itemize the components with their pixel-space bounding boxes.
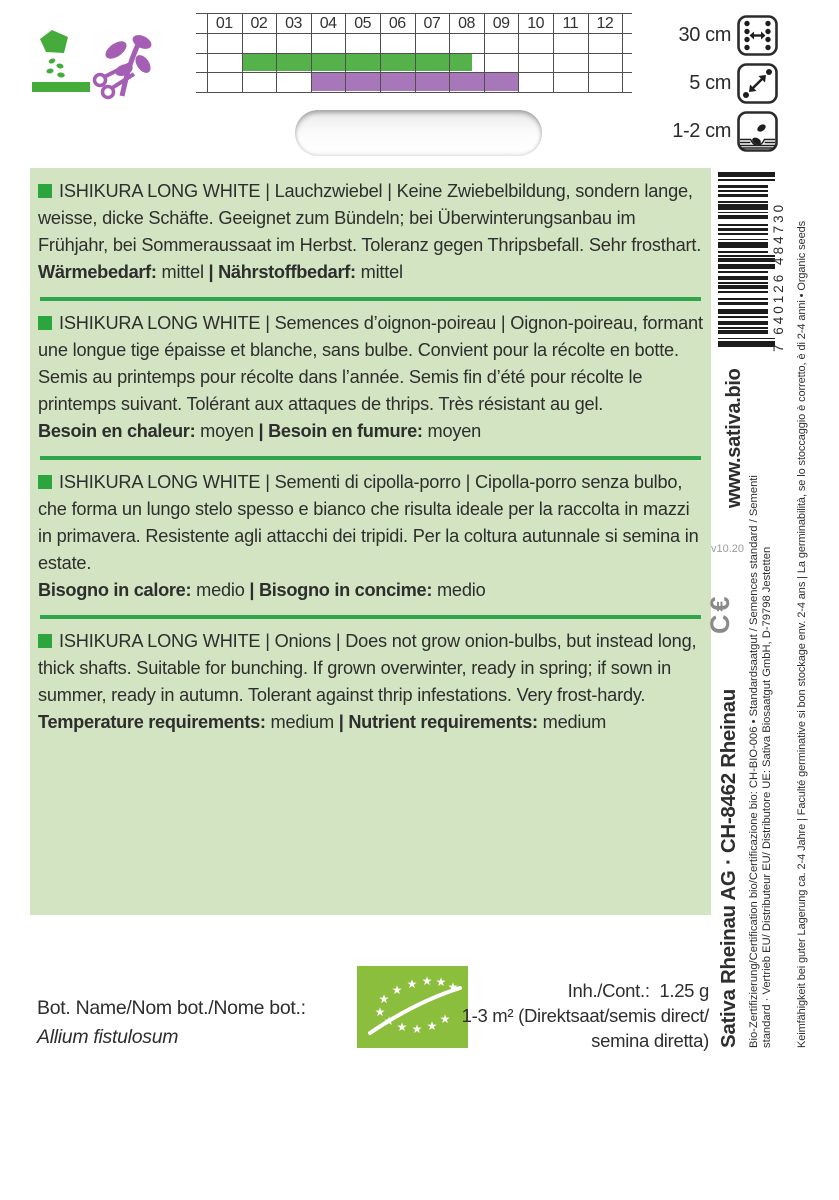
lang-block-en (38, 628, 703, 736)
calendar-grid-line (196, 13, 632, 14)
sowing-area-line2: semina diretta) (591, 1030, 709, 1051)
barcode-bar (718, 190, 768, 192)
calendar-grid-line (196, 53, 632, 54)
barcode-bar (718, 255, 775, 257)
barcode-bar (718, 282, 768, 284)
barcode-bar (718, 264, 775, 269)
calendar-month-label: 02 (250, 15, 268, 32)
barcode-bar (718, 302, 768, 306)
barcode-bar (718, 316, 768, 318)
block-divider (40, 297, 701, 301)
svg-text:★: ★ (439, 1012, 451, 1026)
variety-description: ISHIKURA LONG WHITE | Semences d’oignon-poireau | Oignon-poireau, formant une longue tige épaisse et blanche, sans bulbe. Convient pour la récolte en botte. Semis au printemps pour récolte dans l’année. Semis fin d’été pour récolte le printemps suivant. Tolérant aux attaques de thrips. Très résistant au gel. (38, 313, 703, 414)
plant-spacing-label: 5 cm (689, 72, 731, 94)
barcode-bar (718, 194, 768, 198)
barcode-bar (718, 298, 768, 300)
calendar-month-label: 03 (285, 15, 302, 32)
barcode-bar (718, 251, 768, 253)
barcode-bar (718, 341, 775, 346)
certification-line: Bio-Zertifizierung/Certification bio/Certificazione bio: CH-BIO-006 • Standardsaatgut / Semences standard / Sementi (748, 475, 760, 1048)
calendar-month-label: 05 (354, 15, 372, 32)
calendar-grid-line (196, 72, 632, 73)
version-label: v10.20 (711, 543, 745, 555)
botanical-name-value: Allium fistulosum (37, 1026, 179, 1048)
svg-text:★: ★ (391, 983, 403, 997)
variety-description: ISHIKURA LONG WHITE | Lauchzwiebel | Keine Zwiebelbildung, sondern lange, weisse, dicke Schäfte. Geeignet zum Bündeln; bei Überwinterungsanbau im Frühjahr, bei Sommeraussaat im Herbst. Toleranz gegen Thripsbefall. Sehr frosthart. (38, 181, 702, 255)
website-link: www.sativa.bio (723, 368, 745, 508)
harvest-icon (95, 32, 153, 97)
green-square-bullet-icon (38, 316, 52, 330)
barcode-bar (718, 309, 768, 314)
sowing-calendar (207, 13, 622, 92)
shelf-life-organic-line: Keimfähigkeit bei guter Lagerung ca. 2-4 Jahre | Faculté germinative si bon stockage env. 2-4 ans | La germinabilità, se lo stoccaggio è corretto, è di 2-4 anni • Organic seeds (796, 220, 808, 1048)
svg-text:★: ★ (396, 1020, 408, 1034)
barcode-bar (718, 201, 768, 203)
sowing-icon (32, 30, 90, 92)
barcode-bar (718, 321, 768, 325)
calendar-month-label: 09 (492, 15, 510, 32)
ce-mark: C€ (705, 593, 735, 634)
barcode (718, 172, 775, 348)
barcode-bar (718, 276, 768, 280)
content-weight: Inh./Cont.: 1.25 g (567, 980, 709, 1001)
barcode-bar (718, 242, 768, 247)
calendar-month-label: 08 (458, 15, 475, 32)
description-panel (30, 168, 711, 915)
lang-block-it (38, 469, 703, 604)
sowing-depth-icon (737, 111, 778, 152)
calendar-month-label: 10 (527, 15, 545, 32)
barcode-bar (718, 258, 775, 262)
requirements-line: Besoin en chaleur: moyen | Besoin en fumure: moyen (38, 421, 482, 441)
calendar-month-label: 06 (388, 15, 406, 32)
variety-description: ISHIKURA LONG WHITE | Onions | Does not grow onion-bulbs, but instead long, thick shafts. Suitable for bunching. If grown overwinter, ready in spring; if sown in summer, ready in autumn. Tolerant against thrip infestations. Very frost-hardy. (38, 631, 697, 705)
svg-text:★: ★ (435, 975, 447, 989)
barcode-bar (718, 233, 768, 235)
eu-organic-logo (357, 966, 468, 1048)
barcode-bar (718, 271, 768, 273)
barcode-bar (718, 239, 768, 241)
svg-text:★: ★ (378, 992, 390, 1006)
svg-text:★: ★ (406, 977, 418, 991)
svg-text:★: ★ (411, 1022, 423, 1036)
lang-block-de (38, 178, 703, 286)
barcode-bar (718, 327, 768, 329)
barcode-number: 7 640126 484730 (771, 201, 786, 352)
barcode-bar (718, 204, 768, 209)
svg-text:★: ★ (383, 1014, 395, 1028)
barcode-bar (718, 185, 768, 189)
barcode-bar (718, 172, 775, 177)
green-square-bullet-icon (38, 475, 52, 489)
svg-text:★: ★ (374, 1005, 386, 1019)
svg-text:★: ★ (421, 974, 433, 988)
distribution-line: standard · Vertrieb EU/ Distributeur EU/ Distributore UE: Sativa Biosaatgut GmbH, D-79798 Jestetten (761, 546, 773, 1048)
sowing-depth-label: 1-2 cm (672, 120, 731, 142)
plant-spacing-icon (737, 63, 778, 104)
green-square-bullet-icon (38, 184, 52, 198)
barcode-bar (718, 228, 768, 232)
calendar-month-label: 04 (319, 15, 337, 32)
sowing-harvest-icons (30, 28, 152, 104)
barcode-bar (718, 330, 768, 334)
requirements-line: Wärmebedarf: mittel | Nährstoffbedarf: mittel (38, 262, 403, 282)
svg-text:★: ★ (447, 980, 459, 994)
barcode-bar (718, 179, 775, 181)
calendar-month-label: 11 (562, 15, 579, 32)
calendar-grid-line (196, 33, 632, 34)
barcode-bar (718, 212, 768, 214)
barcode-bar (718, 224, 768, 226)
svg-text:★: ★ (426, 1019, 438, 1033)
calendar-month-label: 12 (596, 15, 614, 32)
calendar-grid-line (196, 92, 632, 93)
calendar-month-label: 01 (215, 15, 233, 32)
content-info (462, 978, 709, 1053)
barcode-bar (718, 338, 775, 340)
barcode-bar (718, 291, 768, 293)
requirements-line: Temperature requirements: medium | Nutrient requirements: medium (38, 712, 607, 732)
block-divider (40, 615, 701, 619)
green-square-bullet-icon (38, 634, 52, 648)
botanical-name-label: Bot. Name/Nom bot./Nome bot.: (37, 997, 306, 1019)
barcode-bar (718, 215, 768, 219)
variety-description: ISHIKURA LONG WHITE | Sementi di cipolla-porro | Cipolla-porro senza bulbo, che forma un lungo stelo spesso e bianco che risulta ideale per la raccolta in mazzi in primavera. Resistente agli attacchi dei tripidi. Per la coltura autunnale si semina in estate. (38, 472, 699, 573)
row-spacing-icon (737, 15, 778, 56)
sowing-area-line1: 1-3 m² (Direktsaat/semis direct/ (461, 1005, 709, 1026)
block-divider (40, 456, 701, 460)
barcode-bar (718, 285, 768, 289)
calendar-month-label: 07 (423, 15, 441, 32)
hang-slot (295, 110, 542, 156)
lang-block-fr (38, 310, 703, 445)
company-address: Sativa Rheinau AG · CH-8462 Rheinau (717, 689, 740, 1048)
requirements-line: Bisogno in calore: medio | Bisogno in concime: medio (38, 580, 486, 600)
row-spacing-label: 30 cm (678, 24, 731, 46)
